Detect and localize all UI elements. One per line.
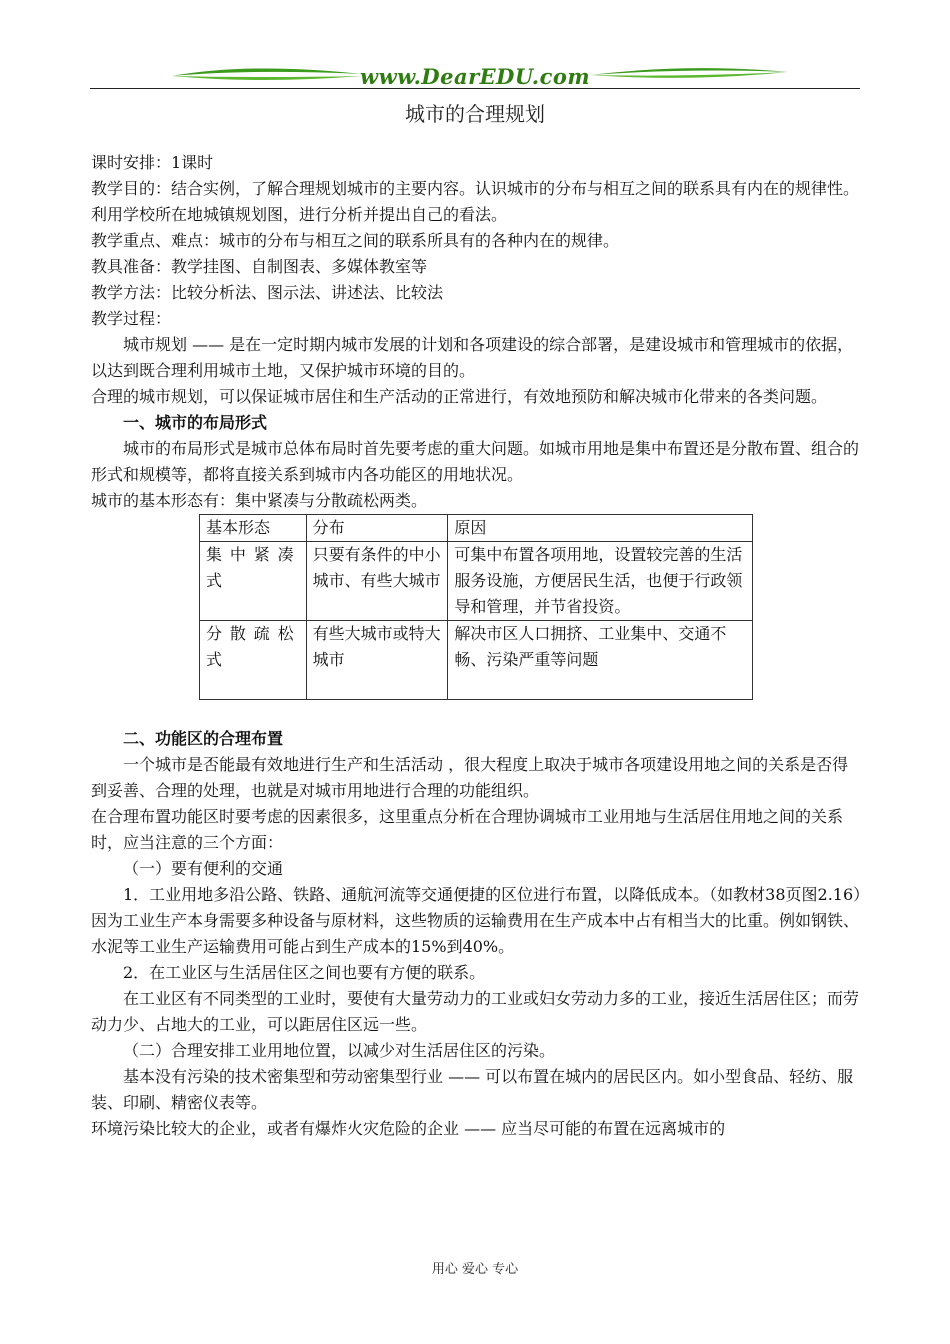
- schedule-line: 课时安排：1课时: [91, 153, 214, 172]
- table-cell: 集中紧凑式: [200, 542, 307, 621]
- section-1-paragraph-1: 城市的布局形式是城市总体布局时首先要考虑的重大问题。如城市用地是集中布置还是分散布置、组合的形式和规模等，都将直接关系到城市内各功能区的用地状况。: [91, 439, 860, 484]
- subheading-transport: （一）要有便利的交通: [123, 859, 284, 878]
- methods-line: 教学方法：比较分析法、图示法、讲述法、比较法: [91, 283, 444, 302]
- page-footer: 用心 爱心 专心: [431, 1262, 519, 1277]
- process-line: 教学过程：: [91, 309, 172, 328]
- table-cell: 可集中布置各项用地，设置较完善的生活服务设施，方便居民生活，也便于行政领导和管理，并节省投资。: [448, 542, 753, 621]
- subheading-pollution: （二）合理安排工业用地位置，以减少对生活居住区的污染。: [123, 1041, 556, 1060]
- table-header-row: [200, 515, 753, 542]
- table-cell: 解决市区人口拥挤、工业集中、交通不畅、污染严重等问题: [448, 621, 753, 700]
- section-2-paragraph-4: 在工业区有不同类型的工业时，要使有大量劳动力的工业或妇女劳动力多的工业，接近生活居住区；而劳动力少、占地大的工业，可以距居住区远一些。: [91, 989, 860, 1034]
- document-title: 城市的合理规划: [405, 102, 545, 126]
- tools-line: 教具准备：教学挂图、自制图表、多媒体教室等: [91, 257, 428, 276]
- table-row: [200, 542, 753, 621]
- section-1-heading: 一、城市的布局形式: [123, 413, 268, 432]
- table-cell: 有些大城市或特大城市: [306, 621, 448, 700]
- table-header-cell: 基本形态: [200, 515, 307, 542]
- section-2-paragraph-3: 因为工业生产本身需要多种设备与原材料，这些物质的运输费用在生产成本中占有相当大的比重。例如钢铁、水泥等工业生产运输费用可能占到生产成本的15%到40%。: [91, 911, 860, 956]
- list-item-2: 2．在工业区与生活居住区之间也要有方便的联系。: [123, 963, 486, 982]
- section-2-paragraph-1: 一个城市是否能最有效地进行生产和生活活动 ，很大程度上取决于城市各项建设用地之间的关系是否得到妥善、合理的处理，也就是对城市用地进行合理的功能组织。: [91, 755, 849, 800]
- section-1-paragraph-2: 城市的基本形态有：集中紧凑与分散疏松两类。: [91, 491, 428, 510]
- section-2-paragraph-2: 在合理布置功能区时要考虑的因素很多，这里重点分析在合理协调城市工业用地与生活居住用地之间的关系时，应当注意的三个方面：: [91, 807, 844, 852]
- header-divider: [90, 88, 860, 89]
- intro-paragraph-1: 城市规划 —— 是在一定时期内城市发展的计划和各项建设的综合部署，是建设城市和管理城市的依据，以达到既合理利用城市土地，又保护城市环境的目的。: [91, 335, 854, 380]
- table-cell: 只要有条件的中小城市、有些大城市: [306, 542, 448, 621]
- goal-paragraph: 教学目的：结合实例，了解合理规划城市的主要内容。认识城市的分布与相互之间的联系具有内在的规律性。利用学校所在地城镇规划图，进行分析并提出自己的看法。: [91, 179, 860, 224]
- site-logo-text[interactable]: www.DearEDU.com: [360, 64, 591, 89]
- city-form-table: [199, 514, 753, 700]
- section-2-paragraph-5: 基本没有污染的技术密集型和劳动密集型行业 —— 可以布置在城内的居民区内。如小型食品、轻纺、服装、印刷、精密仪表等。: [91, 1067, 854, 1112]
- document-body: [91, 150, 870, 1142]
- table-header-cell: 分布: [306, 515, 448, 542]
- intro-paragraph-2: 合理的城市规划，可以保证城市居住和生产活动的正常进行，有效地预防和解决城市化带来的各类问题。: [91, 387, 828, 406]
- spacer: [91, 700, 863, 726]
- table-header-cell: 原因: [448, 515, 753, 542]
- section-2-paragraph-6: 环境污染比较大的企业，或者有爆炸火灾危险的企业 —— 应当尽可能的布置在远离城市的: [91, 1119, 726, 1138]
- list-item-1: 1．工业用地多沿公路、铁路、通航河流等交通便捷的区位进行布置，以降低成本。（如教材38页图2.16）: [123, 885, 870, 904]
- table-cell: 分散疏松式: [200, 621, 307, 700]
- table-row: [200, 621, 753, 700]
- key-points-line: 教学重点、难点：城市的分布与相互之间的联系所具有的各种内在的规律。: [91, 231, 620, 250]
- section-2-heading: 二、功能区的合理布置: [123, 729, 284, 748]
